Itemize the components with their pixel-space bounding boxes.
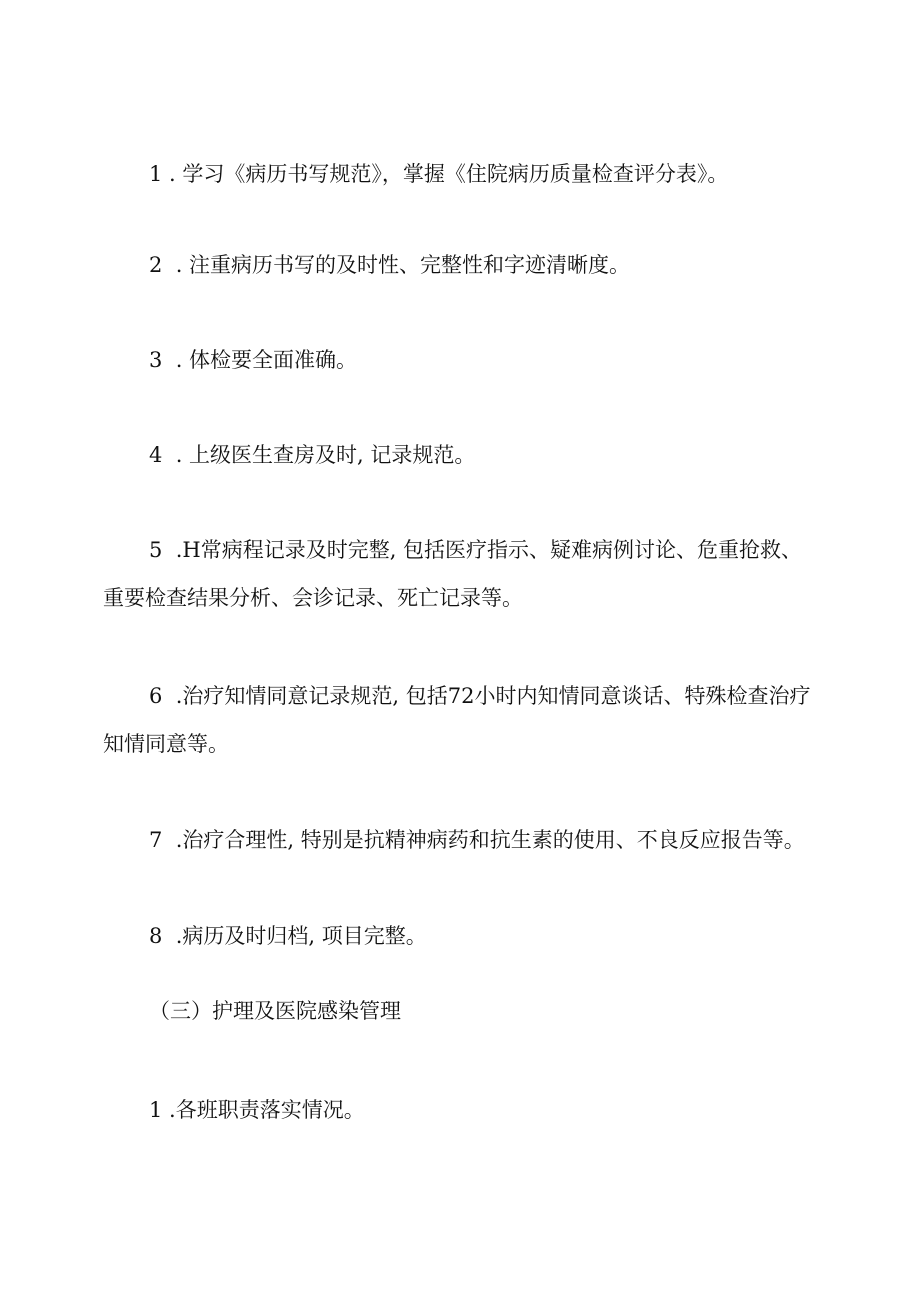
paragraph-8: 8 .病历及时归档, 项目完整。 (149, 924, 427, 948)
paragraph-5: 5 .H常病程记录及时完整, 包括医疗指示、疑难病例讨论、危重抢救、重要检查结果分析、会诊记录、死亡记录等。 (103, 538, 803, 610)
paragraph-3: 3 . 体检要全面准确。 (149, 348, 358, 372)
section-heading: （三）护理及医院感染管理 (149, 999, 401, 1023)
paragraph-4: 4 . 上级医生查房及时, 记录规范。 (149, 443, 476, 467)
paragraph-1: 1 . 学习《病历书写规范》，掌握《住院病历质量检查评分表》。 (149, 162, 729, 186)
paragraph-7: 7 .治疗合理性, 特别是抗精神病药和抗生素的使用、不良反应报告等。 (149, 828, 805, 852)
paragraph-2: 2 . 注重病历书写的及时性、完整性和字迹清晰度。 (149, 253, 631, 277)
paragraph-9: 1 .各班职责落实情况。 (149, 1098, 365, 1122)
paragraph-6: 6 .治疗知情同意记录规范, 包括72小时内知情同意谈话、特殊检查治疗知情同意等。 (103, 684, 811, 756)
